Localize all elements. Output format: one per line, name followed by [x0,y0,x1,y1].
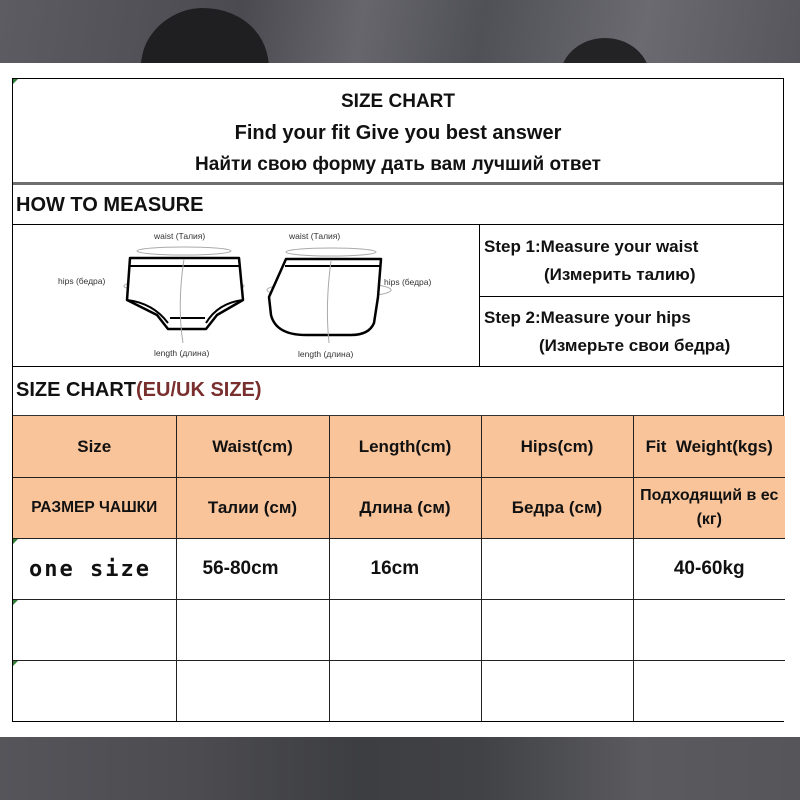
cell-corner-mark [13,661,18,666]
length-label: length (длина) [154,348,210,358]
table-row [13,661,785,722]
cell-size [13,661,176,722]
size-chart-heading-accent: (EU/UK SIZE) [136,379,262,401]
size-chart-heading-row [13,367,783,416]
table-row [13,600,785,661]
header-length: Length(cm) [329,416,481,478]
cell-waist: 56-80cm [176,539,329,600]
table-row [13,539,785,600]
subtitle-ru: Найти свою форму дать вам лучший ответ [195,154,601,175]
cell-waist [176,600,329,661]
how-to-measure-heading-row [13,185,783,225]
step-1 [480,225,783,297]
cell-fit-weight: 40-60kg [633,539,785,600]
size-chart-heading-main: SIZE CHART [16,379,136,401]
header-waist-ru: Талии (см) [176,478,329,539]
brief-diagram [13,225,248,367]
page-title: SIZE CHART [341,91,455,112]
step-1-ru: (Измерить талию) [544,265,696,284]
header-waist: Waist(cm) [176,416,329,478]
length-label: length (длина) [298,349,354,359]
cell-corner-mark [13,79,18,84]
measurement-diagrams [13,225,480,366]
boyshort-diagram [241,225,480,367]
measure-steps [480,225,783,366]
cell-size: one size [13,539,176,600]
size-table [13,416,785,721]
table-header-row-en [13,416,785,478]
hips-label: hips (бедра) [58,276,106,286]
step-2-ru: (Измерьте свои бедра) [539,336,731,355]
cell-corner-mark [13,600,18,605]
garment-shape [560,38,650,63]
garment-shape [129,8,280,63]
waist-label: waist (Талия) [289,231,341,241]
cell-length: 16cm [329,539,481,600]
header-size-ru: РАЗМЕР ЧАШКИ [13,478,176,539]
cell-fit-weight [633,661,785,722]
cell-size [13,600,176,661]
header-fit-weight-ru: Подходящий в ес (кг) [633,478,785,539]
cell-waist [176,661,329,722]
step-1-en: Step 1:Measure your waist [484,237,699,256]
cell-corner-mark [13,539,18,544]
measure-section [13,225,783,367]
header-length-ru: Длина (см) [329,478,481,539]
header-hips: Hips(cm) [481,416,633,478]
subtitle-en: Find your fit Give you best answer [234,122,562,144]
size-chart-sheet [12,78,784,722]
background-photo-bottom [0,737,800,800]
how-to-measure-heading: HOW TO MEASURE [16,194,204,216]
cell-length [329,600,481,661]
waist-label: waist (Талия) [154,231,206,241]
brief-icon [13,225,248,367]
background-photo-top [0,0,800,63]
cell-hips [481,600,633,661]
header-size: Size [13,416,176,478]
header-hips-ru: Бедра (см) [481,478,633,539]
step-2 [480,296,783,367]
boyshort-icon [241,225,480,367]
cell-hips [481,661,633,722]
title-block [13,79,783,185]
size-chart-heading [16,379,262,402]
hips-label: hips (бедра) [384,277,432,287]
cell-length [329,661,481,722]
table-header-row-ru [13,478,785,539]
header-fit-weight: Fit Weight(kgs) [633,416,785,478]
cell-fit-weight [633,600,785,661]
step-2-en: Step 2:Measure your hips [484,308,691,327]
cell-hips [481,539,633,600]
